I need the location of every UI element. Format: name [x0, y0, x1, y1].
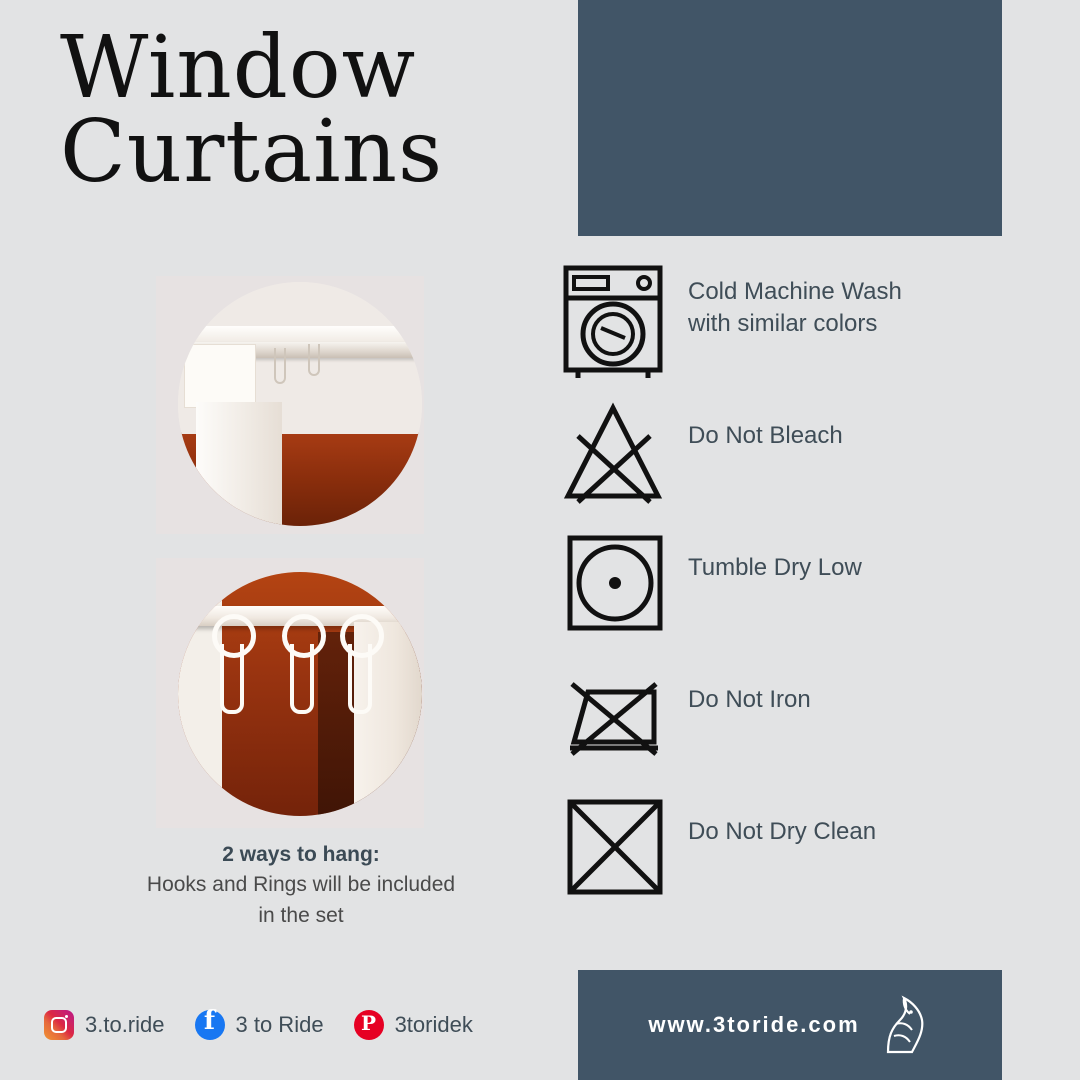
page-title	[60, 18, 580, 203]
photo-hook	[348, 644, 372, 714]
care-text-line2: with similar colors	[688, 310, 878, 338]
care-text	[688, 276, 1018, 341]
product-photo-rings	[156, 558, 424, 828]
do-not-bleach-icon	[558, 394, 670, 514]
social-handle: 3 to Ride	[235, 1012, 324, 1037]
page-title-line2: Curtains	[60, 102, 444, 203]
product-photo-hooks-circle	[178, 282, 422, 526]
hang-caption-heading: 2 ways to hang:	[222, 843, 380, 866]
do-not-dry-clean-icon	[558, 790, 670, 910]
care-text-line1: Do Not Bleach	[688, 422, 843, 449]
website-link[interactable]	[578, 970, 1002, 1080]
main-content	[0, 236, 1080, 970]
care-text-line1: Cold Machine Wash	[688, 278, 902, 305]
hang-caption-line2: in the set	[258, 903, 344, 927]
care-row	[540, 394, 1040, 526]
social-handle: 3.to.ride	[85, 1012, 165, 1037]
hang-caption-line1: Hooks and Rings will be included	[146, 873, 456, 897]
photo-hook	[274, 348, 286, 384]
hang-caption	[108, 840, 494, 931]
care-row	[540, 262, 1040, 394]
facebook-icon	[195, 1010, 225, 1040]
page-title-line1: Window	[60, 18, 417, 118]
photo-curtain-drape	[196, 402, 282, 526]
do-not-iron-icon	[558, 658, 670, 778]
social-handle: 3toridek	[394, 1012, 473, 1037]
care-row	[540, 658, 1040, 790]
care-text	[688, 420, 1018, 452]
horse-head-logo	[870, 992, 932, 1058]
website-url: www.3toride.com	[648, 1012, 860, 1037]
social-link-pinterest[interactable]	[354, 1010, 473, 1040]
photo-hook	[290, 644, 314, 714]
photo-hook	[308, 344, 320, 376]
product-photo-hooks	[156, 276, 424, 534]
social-link-instagram[interactable]	[44, 1010, 165, 1040]
header-accent-block	[578, 0, 1002, 236]
photo-curtain-panel	[184, 344, 256, 408]
care-text-line1: Tumble Dry Low	[688, 554, 862, 581]
care-text-line1: Do Not Dry Clean	[688, 818, 877, 845]
care-row	[540, 526, 1040, 658]
tumble-dry-low-icon	[558, 526, 670, 646]
care-instructions-list	[540, 262, 1040, 922]
instagram-icon	[44, 1010, 74, 1040]
social-link-facebook[interactable]	[195, 1010, 324, 1040]
header	[0, 0, 1080, 236]
photo-hook	[220, 644, 244, 714]
care-text	[688, 552, 1018, 584]
product-photo-rings-circle	[178, 572, 422, 816]
pinterest-icon	[354, 1010, 384, 1040]
care-text	[688, 816, 1018, 848]
social-links	[44, 970, 473, 1080]
care-text-line1: Do Not Iron	[688, 686, 811, 713]
care-text	[688, 684, 1018, 716]
care-row	[540, 790, 1040, 922]
footer	[0, 970, 1080, 1080]
washing-machine-icon	[558, 262, 670, 382]
